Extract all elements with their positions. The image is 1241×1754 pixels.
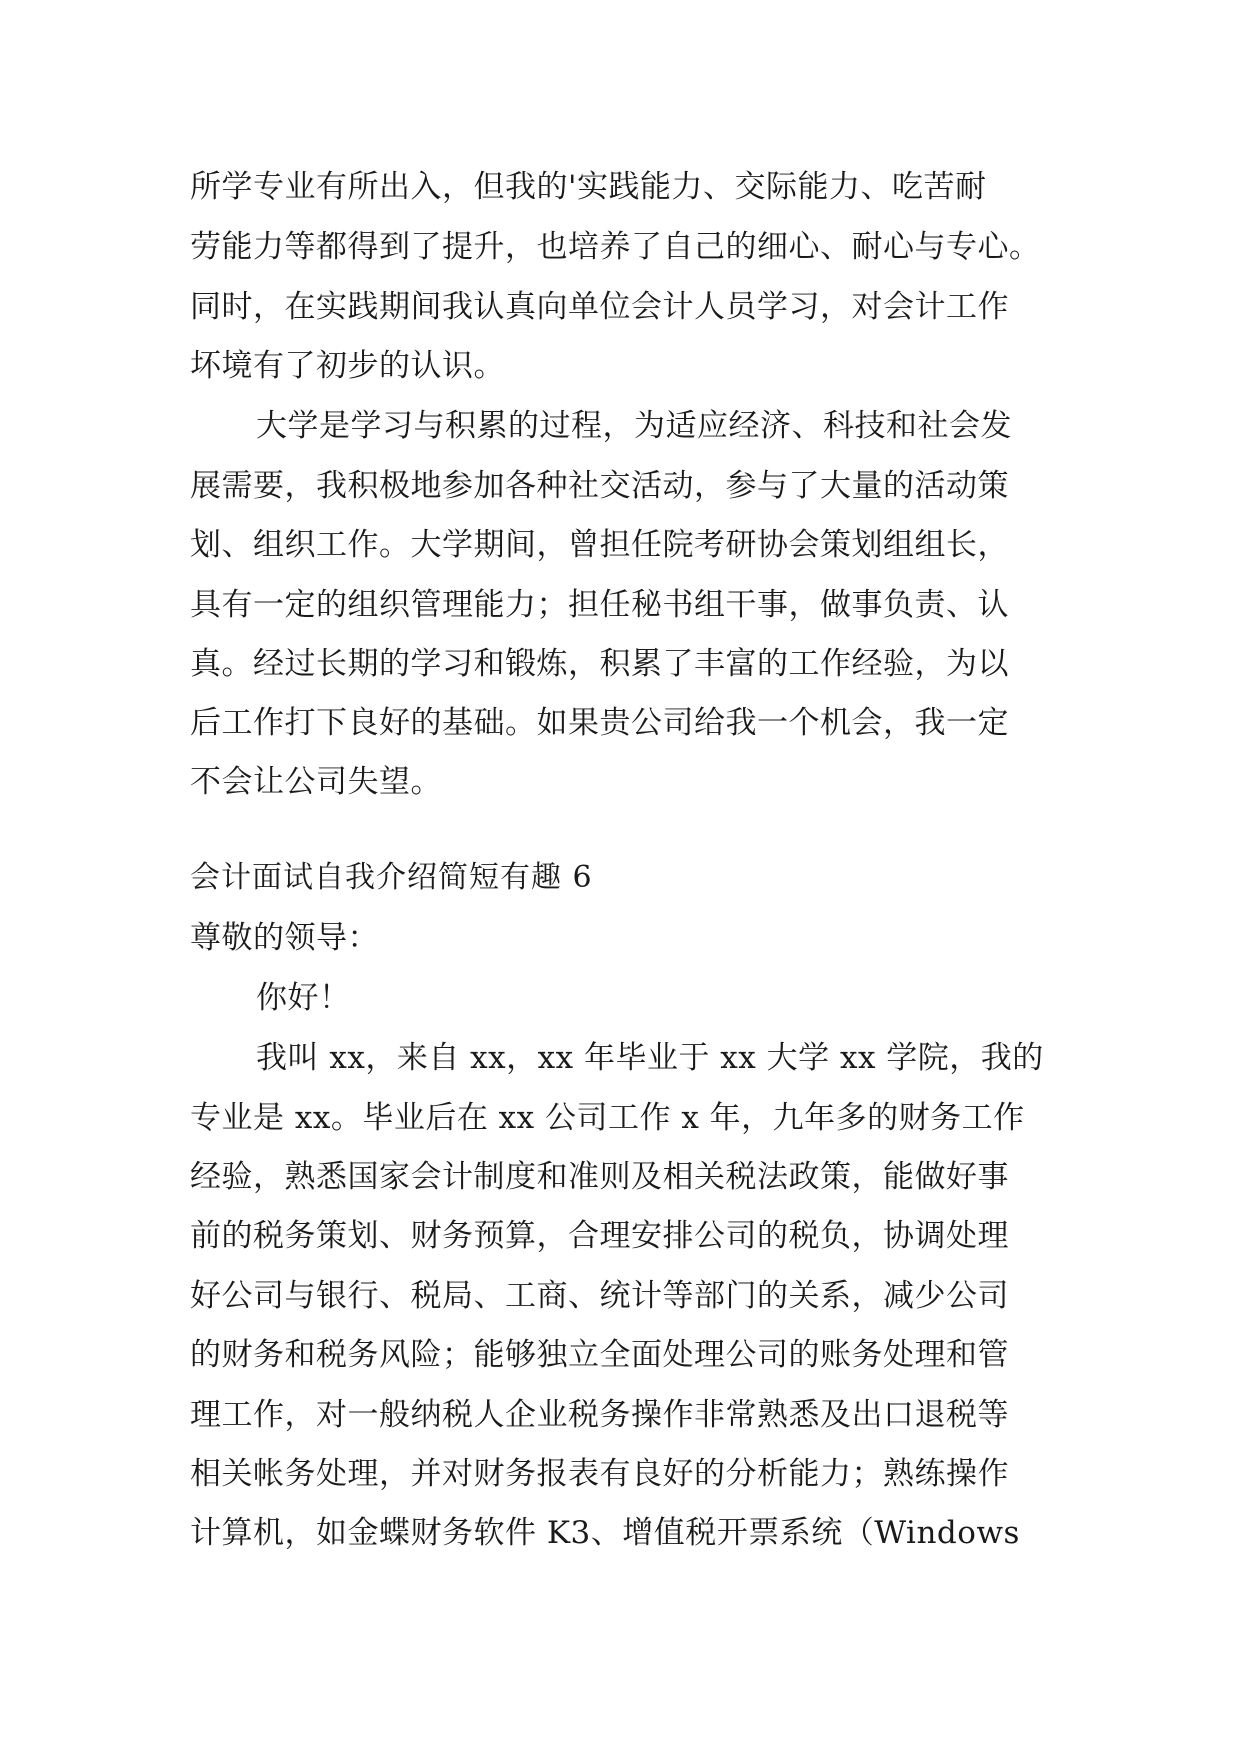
paragraph-line: 大学是学习与积累的过程，为适应经济、科技和社会发 <box>256 408 1012 444</box>
paragraph-line: 相关帐务处理，并对财务报表有良好的分析能力；熟练操作 <box>190 1456 1009 1492</box>
paragraph-line: 前的税务策划、财务预算，合理安排公司的税负，协调处理 <box>190 1218 1009 1254</box>
paragraph-line: 展需要，我积极地参加各种社交活动，参与了大量的活动策 <box>190 468 1009 504</box>
paragraph-line: 计算机，如金蝶财务软件 K3、增值税开票系统（Windows <box>190 1515 1020 1551</box>
paragraph-line: 后工作打下良好的基础。如果贵公司给我一个机会，我一定 <box>190 705 1009 741</box>
paragraph-line: 坏境有了初步的认识。 <box>190 348 505 384</box>
paragraph-line: 同时，在实践期间我认真向单位会计人员学习，对会计工作 <box>190 289 1009 325</box>
paragraph-line: 具有一定的组织管理能力；担任秘书组干事，做事负责、认 <box>190 587 1009 623</box>
paragraph-line: 划、组织工作。大学期间，曾担任院考研协会策划组组长， <box>190 527 1009 563</box>
paragraph-line: 好公司与银行、税局、工商、统计等部门的关系，减少公司 <box>190 1278 1009 1314</box>
section-heading: 会计面试自我介绍简短有趣 6 <box>190 860 593 895</box>
paragraph-line: 经验，熟悉国家会计制度和准则及相关税法政策，能做好事 <box>190 1159 1009 1195</box>
paragraph-line: 的财务和税务风险；能够独立全面处理公司的账务处理和管 <box>190 1337 1009 1373</box>
salutation: 尊敬的领导： <box>190 920 379 956</box>
paragraph-line: 劳能力等都得到了提升，也培养了自己的细心、耐心与专心。 <box>190 229 1041 265</box>
paragraph-line: 我叫 xx，来自 xx，xx 年毕业于 xx 大学 xx 学院，我的 <box>256 1040 1044 1076</box>
paragraph-line: 专业是 xx。毕业后在 xx 公司工作 x 年，九年多的财务工作 <box>190 1100 1025 1136</box>
paragraph-line: 理工作，对一般纳税人企业税务操作非常熟悉及出口退税等 <box>190 1397 1009 1433</box>
paragraph-line: 真。经过长期的学习和锻炼，积累了丰富的工作经验，为以 <box>190 646 1009 682</box>
paragraph-line: 所学专业有所出入，但我的'实践能力、交际能力、吃苦耐 <box>190 169 987 205</box>
greeting: 你好！ <box>256 980 351 1016</box>
paragraph-line: 不会让公司失望。 <box>190 764 442 800</box>
